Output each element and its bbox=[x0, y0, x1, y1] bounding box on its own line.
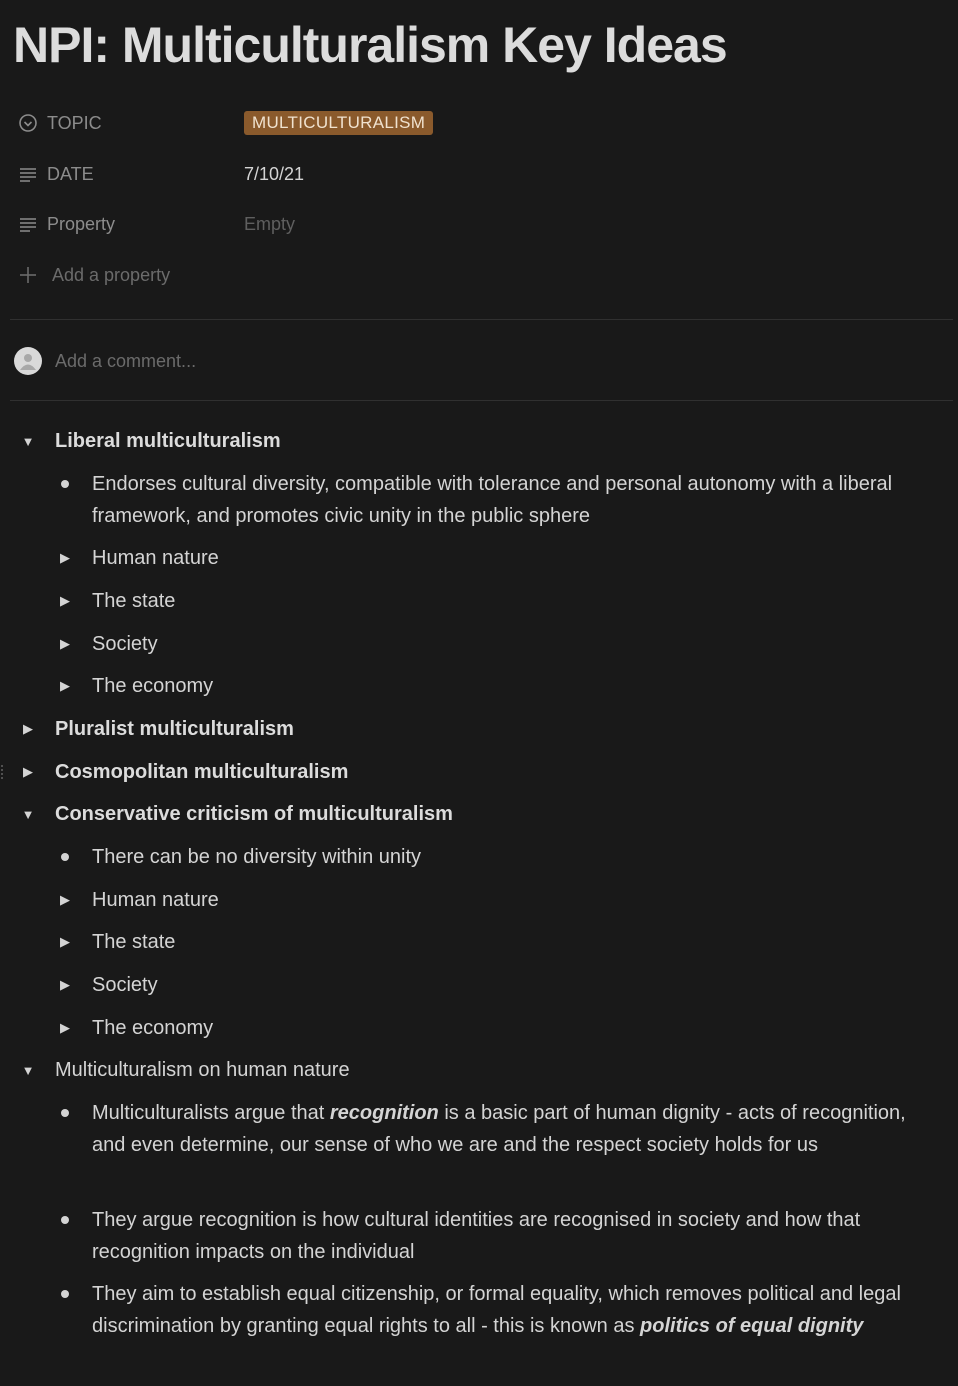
human-nature-bullet-1[interactable] bbox=[92, 1097, 942, 1161]
toggle-conservative-human-nature[interactable] bbox=[55, 884, 219, 916]
toggle-liberal-society[interactable] bbox=[55, 628, 158, 660]
toggle-label: Society bbox=[92, 974, 158, 996]
bullet-icon bbox=[55, 841, 75, 873]
property-row-date[interactable] bbox=[18, 160, 918, 188]
triangle-right-icon[interactable]: ▶ bbox=[23, 764, 33, 779]
list-item bbox=[55, 841, 942, 873]
triangle-right-icon[interactable]: ▶ bbox=[60, 593, 70, 608]
plus-icon bbox=[18, 265, 38, 285]
property-value-empty[interactable]: Empty bbox=[244, 213, 296, 234]
triangle-right-icon[interactable]: ▶ bbox=[60, 934, 70, 949]
property-row-property[interactable] bbox=[18, 210, 918, 238]
emphasis-politics-of-equal-dignity: politics of equal dignity bbox=[640, 1315, 864, 1337]
toggle-liberal-the-economy[interactable] bbox=[55, 670, 213, 702]
triangle-right-icon[interactable]: ▶ bbox=[60, 1020, 70, 1035]
user-avatar-icon bbox=[14, 347, 42, 375]
toggle-label: Human nature bbox=[92, 547, 219, 569]
text-segment: Multiculturalists argue that bbox=[92, 1102, 330, 1124]
comment-input[interactable]: Add a comment... bbox=[55, 350, 197, 371]
toggle-label: The state bbox=[92, 590, 176, 612]
property-label-property: Property bbox=[47, 213, 116, 234]
comment-box[interactable] bbox=[14, 346, 196, 376]
triangle-right-icon[interactable]: ▶ bbox=[60, 678, 70, 693]
toggle-pluralist-multiculturalism[interactable] bbox=[18, 713, 294, 745]
human-nature-bullet-3[interactable] bbox=[92, 1278, 942, 1342]
triangle-right-icon[interactable]: ▶ bbox=[60, 550, 70, 565]
list-item bbox=[55, 468, 942, 532]
triangle-right-icon[interactable]: ▶ bbox=[60, 636, 70, 651]
triangle-right-icon[interactable]: ▶ bbox=[60, 977, 70, 992]
status-circle-icon bbox=[18, 113, 38, 133]
bullet-icon bbox=[55, 1097, 75, 1129]
liberal-bullet-text[interactable]: Endorses cultural diversity, compatible with tolerance and personal autonomy with a liberal framework, and promotes civic unity in the public sphere bbox=[92, 473, 893, 527]
triangle-down-icon[interactable]: ▼ bbox=[21, 433, 35, 449]
text-lines-icon bbox=[18, 214, 38, 234]
property-label-date: DATE bbox=[47, 163, 94, 184]
toggle-label: Society bbox=[92, 633, 158, 655]
toggle-liberal-human-nature[interactable] bbox=[55, 542, 219, 574]
bullet-icon bbox=[55, 1278, 75, 1310]
bullet-icon bbox=[55, 468, 75, 500]
toggle-cosmopolitan-multiculturalism[interactable] bbox=[18, 756, 348, 788]
text-segment: They aim to establish equal citizenship, or formal equality, which removes political and legal discrimination by granting equal rights to all - this is known as bbox=[92, 1283, 901, 1337]
heading-human-nature: Multiculturalism on human nature bbox=[55, 1059, 350, 1081]
list-item bbox=[55, 1097, 942, 1161]
toggle-label: Human nature bbox=[92, 889, 219, 911]
triangle-down-icon[interactable]: ▼ bbox=[21, 806, 35, 822]
toggle-conservative-society[interactable] bbox=[55, 969, 158, 1001]
toggle-liberal-the-state[interactable] bbox=[55, 585, 175, 617]
add-property-button[interactable] bbox=[18, 261, 918, 289]
toggle-label: The state bbox=[92, 931, 176, 953]
toggle-conservative-the-state[interactable] bbox=[55, 926, 175, 958]
heading-cosmopolitan: Cosmopolitan multiculturalism bbox=[55, 761, 349, 783]
heading-pluralist: Pluralist multiculturalism bbox=[55, 718, 294, 740]
toggle-label: The economy bbox=[92, 675, 214, 697]
property-row-topic[interactable] bbox=[18, 109, 918, 137]
list-item bbox=[55, 1204, 942, 1268]
triangle-right-icon[interactable]: ▶ bbox=[23, 721, 33, 736]
toggle-liberal-multiculturalism[interactable] bbox=[18, 425, 281, 457]
divider bbox=[10, 319, 953, 320]
add-property-label: Add a property bbox=[52, 264, 171, 285]
human-nature-bullet-2[interactable]: They argue recognition is how cultural identities are recognised in society and how that recognition impacts on the individual bbox=[92, 1209, 861, 1263]
toggle-label: The economy bbox=[92, 1017, 214, 1039]
divider bbox=[10, 400, 953, 401]
bullet-icon bbox=[55, 1204, 75, 1236]
triangle-down-icon[interactable]: ▼ bbox=[21, 1062, 35, 1078]
emphasis-recognition: recognition bbox=[329, 1102, 439, 1124]
drag-handle-icon[interactable] bbox=[0, 764, 4, 780]
heading-liberal: Liberal multiculturalism bbox=[55, 430, 281, 452]
property-label-topic: TOPIC bbox=[47, 112, 102, 133]
date-value[interactable]: 7/10/21 bbox=[244, 163, 305, 184]
topic-tag[interactable]: MULTICULTURALISM bbox=[244, 111, 433, 135]
page-title[interactable]: NPI: Multiculturalism Key Ideas bbox=[13, 17, 727, 73]
toggle-conservative-the-economy[interactable] bbox=[55, 1012, 213, 1044]
text-lines-icon bbox=[18, 164, 38, 184]
heading-conservative: Conservative criticism of multiculturalism bbox=[55, 803, 453, 825]
toggle-multiculturalism-human-nature[interactable] bbox=[18, 1054, 350, 1086]
list-item bbox=[55, 1278, 942, 1342]
text-segment: is a basic part of human dignity - acts of recognition, and even determine, our sense of who we are and the respect society holds for us bbox=[92, 1102, 906, 1156]
triangle-right-icon[interactable]: ▶ bbox=[60, 892, 70, 907]
conservative-bullet-text[interactable]: There can be no diversity within unity bbox=[92, 846, 422, 868]
toggle-conservative-criticism[interactable] bbox=[18, 798, 453, 830]
